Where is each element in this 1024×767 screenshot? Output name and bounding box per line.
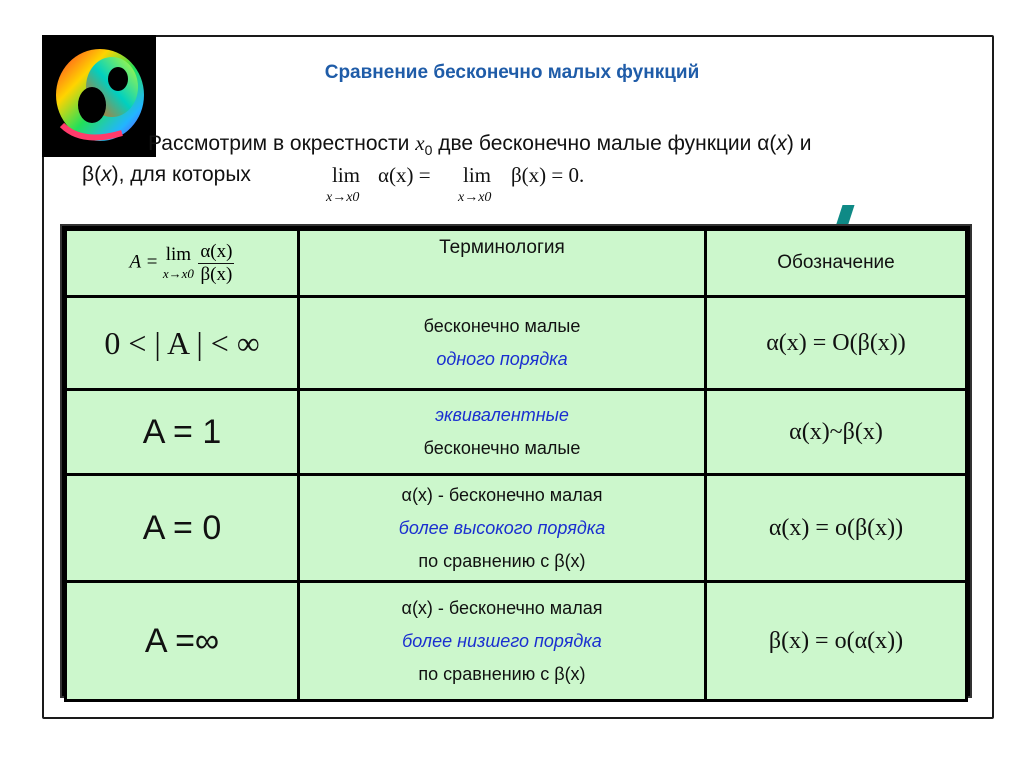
intro-x0-var: x	[415, 131, 425, 155]
term-line-highlight: более низшего порядка	[402, 630, 602, 651]
header-notation-label: Обозначение	[777, 252, 895, 273]
header-lim-block	[163, 244, 194, 282]
condition-cell	[67, 583, 297, 699]
comparison-table	[60, 224, 972, 698]
header-fraction-num: α(x)	[200, 240, 233, 262]
header-terminology-label: Терминология	[439, 237, 565, 258]
condition-cell	[67, 476, 297, 580]
term-line-highlight: эквивалентные	[435, 405, 569, 425]
term-line: α(x) - бесконечно малая	[401, 597, 603, 618]
table-header-row	[67, 231, 965, 295]
table-row	[67, 298, 965, 388]
intro-x-var: x	[776, 132, 787, 155]
intro-line2-start: β(	[82, 163, 102, 186]
term-line-highlight: одного порядка	[436, 349, 568, 369]
condition-cell	[67, 298, 297, 388]
notation-cell	[707, 476, 965, 580]
lim-beta-expr: β(x) = 0.	[511, 163, 585, 187]
header-lim-word: lim	[165, 244, 192, 265]
intro-line-1	[148, 131, 811, 158]
intro-text-prefix: Рассмотрим в окрестности	[148, 132, 416, 155]
lim-sub-1: x→x0	[326, 190, 360, 205]
intro-x0-sub: 0	[424, 142, 433, 159]
notation-cell	[707, 391, 965, 473]
notation-formula: α(x) = O(β(x))	[766, 329, 906, 356]
term-line: α(x) - бесконечно малая	[401, 484, 603, 505]
slide-title: Сравнение бесконечно малых функций	[324, 62, 700, 83]
intro-line-2	[82, 163, 251, 187]
header-terminology	[300, 231, 704, 295]
intro-line2-x: x	[101, 163, 112, 186]
header-lim-sub: x→x0	[162, 266, 194, 281]
terminology-cell	[300, 476, 704, 580]
notation-cell	[707, 298, 965, 388]
lim-alpha-expr: α(x) =	[378, 163, 431, 187]
lim-word-1: lim	[332, 163, 361, 187]
condition-text: A = 1	[142, 412, 222, 451]
terms-table	[64, 228, 968, 702]
terminology-cell	[300, 298, 704, 388]
term-line: бесконечно малые	[423, 438, 581, 458]
table-row	[67, 476, 965, 580]
lim-sub-2: x→x0	[458, 190, 492, 205]
intro-text-suffix: две бесконечно малые функции α(	[432, 132, 777, 155]
term-line: по сравнению с β(x)	[418, 550, 586, 571]
term-line: бесконечно малые	[423, 316, 581, 336]
condition-text: 0 < | A | < ∞	[104, 324, 260, 361]
lim-word-2: lim	[463, 163, 492, 187]
condition-text: A =∞	[144, 621, 220, 660]
table-row	[67, 583, 965, 699]
notation-cell	[707, 583, 965, 699]
notation-formula: α(x)~β(x)	[789, 418, 883, 445]
terminology-cell	[300, 583, 704, 699]
header-A: A =	[129, 251, 159, 273]
header-ratio-cell	[67, 231, 297, 295]
notation-formula: β(x) = o(α(x))	[768, 627, 904, 654]
torus-logo-image	[42, 35, 156, 157]
header-fraction-den: β(x)	[200, 263, 233, 285]
intro-text-end: ) и	[786, 132, 812, 155]
condition-cell	[67, 391, 297, 473]
table-row	[67, 391, 965, 473]
terminology-cell	[300, 391, 704, 473]
term-line-highlight: более высокого порядка	[398, 517, 606, 538]
condition-text: A = 0	[142, 508, 222, 547]
notation-formula: α(x) = o(β(x))	[768, 514, 904, 541]
term-line: по сравнению с β(x)	[418, 663, 586, 684]
header-notation	[707, 231, 965, 295]
intro-line2-end: ), для которых	[111, 163, 251, 186]
header-fraction	[198, 241, 234, 286]
